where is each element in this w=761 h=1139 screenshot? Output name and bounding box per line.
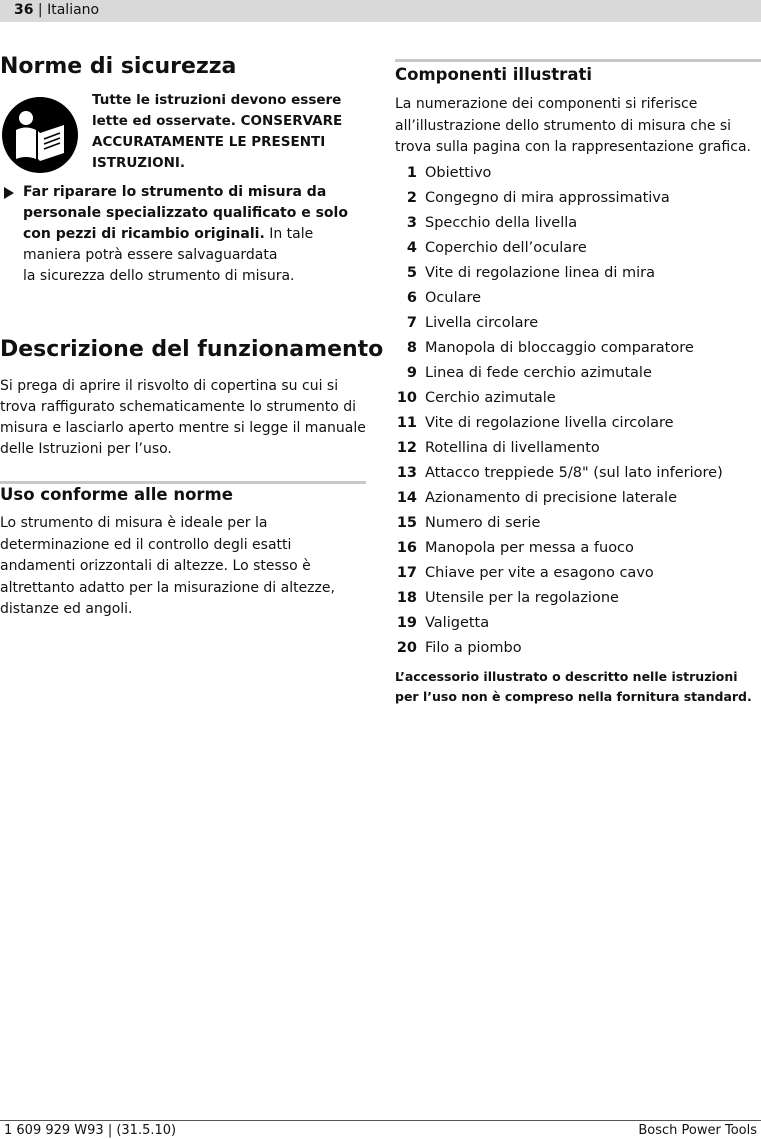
component-number: 15	[396, 515, 417, 531]
read-manual-icon	[2, 97, 78, 173]
safety-warning: Tutte le istruzioni devono essere lette ed osservate. CONSERVARE ACCURATAMENTE LE PRESENTI ISTRUZIONI.	[92, 92, 343, 171]
footer-doc-id: 1 609 929 W93 | (31.5.10)	[4, 1123, 177, 1138]
footer-divider	[0, 1120, 761, 1121]
section-divider	[0, 481, 366, 484]
component-number: 13	[396, 465, 417, 481]
safety-bullet-bold: Far riparare lo strumento di misura da personale specializzato qualificato e solo con pezzi di ricambio originali.	[23, 184, 348, 242]
list-item	[395, 388, 761, 413]
safety-bullet-normal-3: la sicurezza dello strumento di misura.	[23, 268, 295, 284]
list-item	[395, 463, 761, 488]
component-label: Manopola di bloccaggio comparatore	[425, 340, 694, 356]
components-title: Componenti illustrati	[395, 65, 592, 84]
component-number: 16	[396, 540, 417, 556]
component-number: 11	[396, 415, 417, 431]
component-number: 14	[396, 490, 417, 506]
component-number: 2	[406, 190, 417, 206]
component-number: 5	[406, 265, 417, 281]
component-label: Valigetta	[425, 615, 490, 631]
component-label: Chiave per vite a esagono cavo	[425, 565, 654, 581]
intended-use-text: Lo strumento di misura è ideale per la determinazione ed il controllo degli esatti andamenti orizzontali di altezze. Lo stesso è altrettanto adatto per la misurazione di altezze, distanze ed angoli.	[0, 515, 335, 617]
description-text: Si prega di aprire il risvolto di copertina su cui si trova raffigurato schematicamente lo strumento di misura e lasciarlo aperto mentre si legge il manuale delle Istruzioni per l’uso.	[0, 378, 366, 457]
list-item	[395, 488, 761, 513]
component-number: 7	[406, 315, 417, 331]
component-number: 19	[396, 615, 417, 631]
component-label: Utensile per la regolazione	[425, 590, 619, 606]
component-label: Oculare	[425, 290, 482, 306]
bullet-arrow-icon	[4, 187, 14, 199]
list-item	[395, 313, 761, 338]
page-header	[0, 0, 761, 22]
intended-use-title: Uso conforme alle norme	[0, 485, 233, 504]
list-item	[395, 338, 761, 363]
list-item	[395, 413, 761, 438]
list-item	[395, 438, 761, 463]
safety-bullet-normal-2: maniera potrà essere salvaguardata	[23, 247, 278, 263]
components-intro: La numerazione dei componenti si riferisce all’illustrazione dello strumento di misura che si trova sulla pagina con la rappresentazione grafica.	[395, 96, 751, 155]
component-number: 6	[406, 290, 417, 306]
header-text	[14, 1, 99, 19]
component-number: 18	[396, 590, 417, 606]
list-item	[395, 638, 761, 663]
page-number: 36	[14, 2, 34, 18]
accessory-note: L’accessorio illustrato o descritto nelle istruzioni per l’uso non è compreso nella fornitura standard.	[395, 669, 752, 704]
component-number: 3	[406, 215, 417, 231]
component-number: 17	[396, 565, 417, 581]
component-label: Numero di serie	[425, 515, 541, 531]
safety-bullet-normal-1: In tale	[264, 226, 314, 242]
list-item	[395, 613, 761, 638]
component-label: Obiettivo	[425, 165, 492, 181]
component-label: Congegno di mira approssimativa	[425, 190, 670, 206]
header-separator: |	[33, 2, 48, 18]
safety-bullet	[23, 182, 367, 287]
list-item	[395, 588, 761, 613]
footer-brand: Bosch Power Tools	[638, 1123, 757, 1138]
list-item	[395, 363, 761, 388]
list-item	[395, 163, 761, 188]
list-item	[395, 213, 761, 238]
component-number: 1	[406, 165, 417, 181]
list-item	[395, 188, 761, 213]
component-label: Coperchio dell’oculare	[425, 240, 587, 256]
list-item	[395, 238, 761, 263]
component-label: Linea di fede cerchio azimutale	[425, 365, 652, 381]
component-label: Livella circolare	[425, 315, 539, 331]
list-item	[395, 538, 761, 563]
component-number: 12	[396, 440, 417, 456]
component-label: Attacco treppiede 5/8" (sul lato inferiore)	[425, 465, 723, 481]
component-label: Azionamento di precisione laterale	[425, 490, 678, 506]
component-label: Specchio della livella	[425, 215, 578, 231]
component-number: 10	[396, 390, 417, 406]
component-label: Manopola per messa a fuoco	[425, 540, 634, 556]
component-number: 8	[406, 340, 417, 356]
component-label: Rotellina di livellamento	[425, 440, 600, 456]
list-item	[395, 263, 761, 288]
component-label: Cerchio azimutale	[425, 390, 556, 406]
component-label: Vite di regolazione livella circolare	[425, 415, 674, 431]
section-divider	[395, 59, 761, 62]
list-item	[395, 563, 761, 588]
component-label: Vite di regolazione linea di mira	[425, 265, 655, 281]
component-label: Filo a piombo	[425, 640, 522, 656]
header-language: Italiano	[47, 2, 100, 18]
list-item	[395, 513, 761, 538]
description-title: Descrizione del funzionamento	[0, 337, 384, 362]
safety-title: Norme di sicurezza	[0, 54, 237, 79]
list-item	[395, 288, 761, 313]
component-number: 9	[406, 365, 417, 381]
component-number: 20	[396, 640, 417, 656]
components-list	[395, 163, 761, 663]
component-number: 4	[406, 240, 417, 256]
